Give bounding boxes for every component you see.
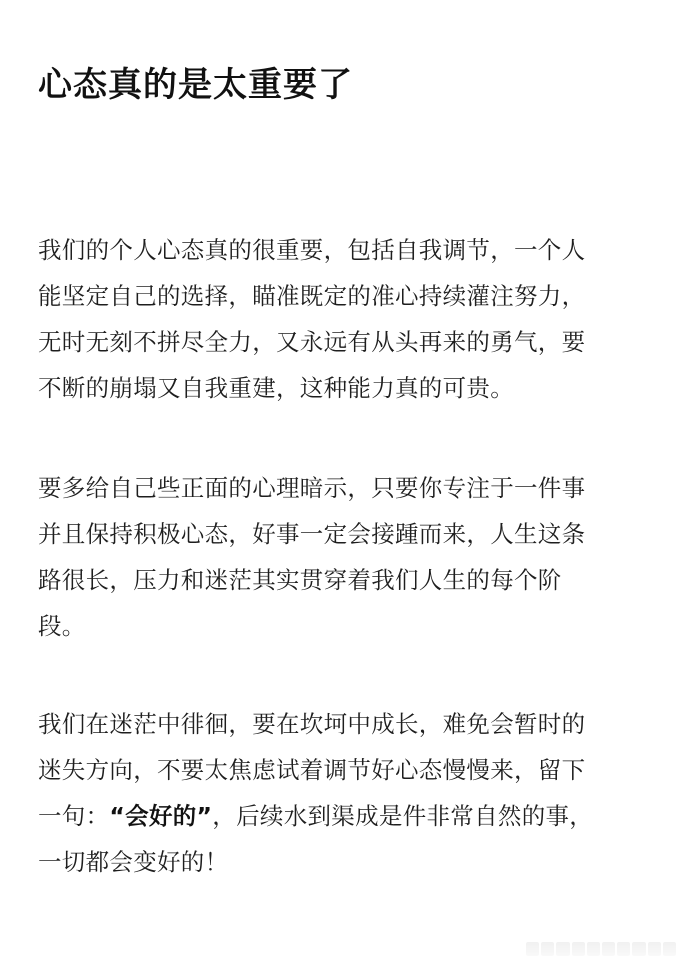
paragraph-line [38,793,658,839]
paragraph-line: 无时无刻不拼尽全力，又永远有从头再来的勇气，要 [38,328,586,356]
paragraph-line: 能坚定自己的选择，瞄准既定的准心持续灌注努力， [38,282,586,310]
paragraph-3 [38,701,658,885]
paragraph-2 [38,465,658,649]
paragraph-line: 迷失方向，不要太焦虑试着调节好心态慢慢来，留下 [38,756,586,784]
line-suffix: ，后续水到渠成是件非常自然的事， [212,802,594,830]
paragraph-line: 我们在迷茫中徘徊，要在坎坷中成长，难免会暂时的 [38,710,586,738]
paragraph-line: 路很长，压力和迷茫其实贯穿着我们人生的每个阶 [38,566,562,594]
line-prefix: 一句： [38,802,110,830]
paragraph-line: 我们的个人心态真的很重要，包括自我调节，一个人 [38,236,586,264]
article-title: 心态真的是太重要了 [38,65,353,105]
paragraph-line: 段。 [38,612,86,640]
paragraph-line: 并且保持积极心态，好事一定会接踵而来，人生这条 [38,520,586,548]
paragraph-line: 要多给自己些正面的心理暗示，只要你专注于一件事 [38,474,586,502]
paragraph-1 [38,227,658,411]
bold-quote: “会好的” [109,802,213,830]
paragraph-line: 一切都会变好的！ [38,848,229,876]
paragraph-line: 不断的崩塌又自我重建，这种能力真的可贵。 [38,374,514,402]
watermark-logo [526,942,676,956]
